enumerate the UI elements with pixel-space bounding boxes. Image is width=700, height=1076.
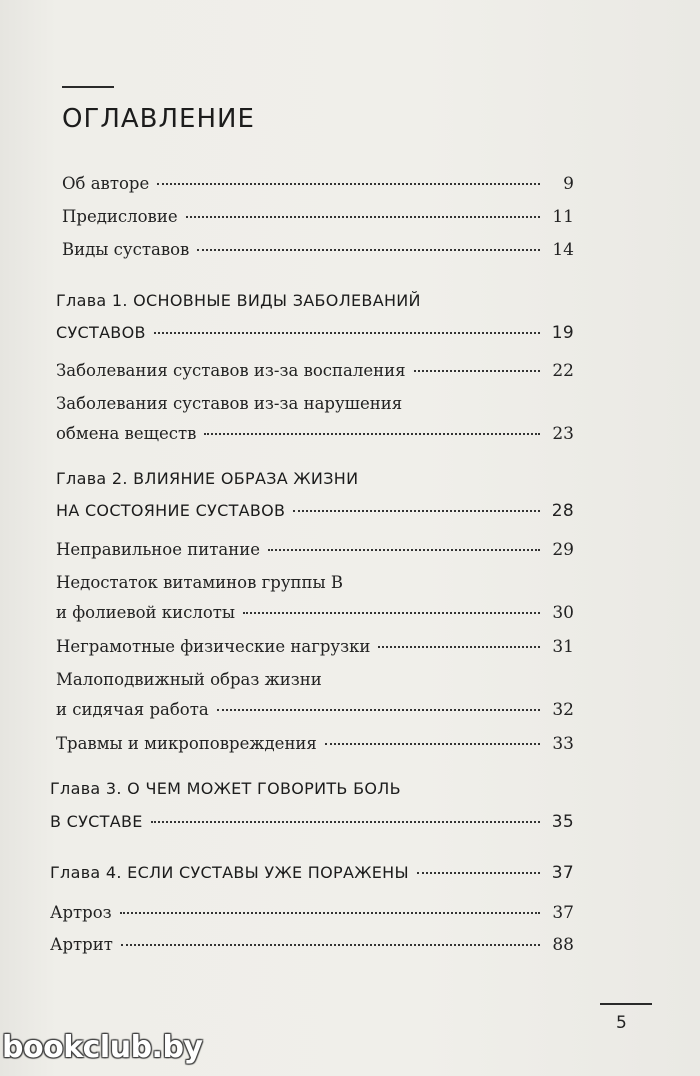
entry-page: 33 [552, 734, 574, 754]
entry-label: Неграмотные физические нагрузки [56, 637, 371, 656]
chapter1-title-line1 [56, 291, 421, 310]
toc-entry-chapter2 [56, 501, 574, 521]
entry-label: Неправильное питание [56, 540, 260, 559]
leader-dots [157, 182, 540, 185]
leader-dots [121, 943, 540, 946]
entry-page: 19 [551, 323, 574, 343]
toc-entry-arthritis [50, 935, 574, 955]
leader-dots [378, 645, 540, 648]
chapter1-title: Глава 1. ОСНОВНЫЕ ВИДЫ ЗАБОЛЕВАНИЙ [56, 291, 421, 310]
leader-dots [414, 369, 540, 372]
toc-entry-injuries [56, 734, 574, 754]
toc-entry-physical-load [56, 637, 574, 657]
entry-page: 22 [552, 361, 574, 381]
chapter3-title: Глава 3. О ЧЕМ МОЖЕТ ГОВОРИТЬ БОЛЬ [50, 779, 401, 798]
entry-page: 9 [563, 174, 574, 194]
entry-page: 37 [552, 903, 574, 923]
toc-entry-chapter3 [50, 812, 574, 832]
entry-label: и фолиевой кислоты [56, 603, 236, 622]
chapter2-title: Глава 2. ВЛИЯНИЕ ОБРАЗА ЖИЗНИ [56, 469, 359, 488]
leader-dots [197, 248, 540, 251]
entry-label: НА СОСТОЯНИЕ СУСТАВОВ [56, 501, 286, 520]
entry-label: Об авторе [62, 174, 150, 193]
chapter3-title-line1 [50, 779, 401, 798]
leader-dots [151, 820, 540, 823]
toc-entry-nutrition [56, 540, 574, 560]
entry-page: 23 [552, 424, 574, 444]
entry-label: Травмы и микроповреждения [56, 734, 317, 753]
entry-label: Артрит [50, 935, 113, 954]
toc-entry-sedentary-line1 [56, 670, 322, 689]
toc-entry-joint-types [62, 240, 574, 260]
toc-entry-inflammation [56, 361, 574, 381]
entry-page: 88 [552, 935, 574, 955]
toc-entry-chapter4 [50, 863, 574, 883]
entry-page: 29 [552, 540, 574, 560]
leader-dots [204, 432, 540, 435]
toc-entry-vitamins-line1 [56, 573, 343, 592]
entry-label: и сидячая работа [56, 700, 209, 719]
leader-dots [217, 708, 540, 711]
entry-label: Малоподвижный образ жизни [56, 670, 322, 689]
entry-label: СУСТАВОВ [56, 323, 146, 342]
toc-entry-arthrosis [50, 903, 574, 923]
entry-page: 14 [552, 240, 574, 260]
site-watermark: bookclub.by [2, 1030, 203, 1065]
leader-dots [268, 548, 540, 551]
entry-page: 11 [552, 207, 574, 227]
entry-label: Глава 4. ЕСЛИ СУСТАВЫ УЖЕ ПОРАЖЕНЫ [50, 863, 409, 882]
toc-entry-metabolism-line1 [56, 394, 402, 413]
page-number: 5 [616, 1013, 627, 1033]
toc-entry-chapter1 [56, 323, 574, 343]
leader-dots [417, 871, 540, 874]
leader-dots [186, 215, 540, 218]
entry-label: Заболевания суставов из-за нарушения [56, 394, 403, 413]
toc-entry-vitamins [56, 603, 574, 623]
entry-page: 37 [551, 863, 574, 883]
toc-entry-metabolism [56, 424, 574, 444]
leader-dots [243, 611, 540, 614]
bottom-rule [600, 1003, 652, 1005]
entry-page: 32 [552, 700, 574, 720]
entry-label: Предисловие [62, 207, 178, 226]
chapter2-title-line1 [56, 469, 358, 488]
entry-label: Заболевания суставов из-за воспаления [56, 361, 406, 380]
entry-page: 31 [552, 637, 574, 657]
entry-page: 30 [552, 603, 574, 623]
toc-entry-about-author [62, 174, 574, 194]
leader-dots [325, 742, 540, 745]
toc-entry-preface [62, 207, 574, 227]
entry-page: 35 [551, 812, 574, 832]
toc-title: ОГЛАВЛЕНИЕ [62, 104, 255, 134]
toc-entry-sedentary [56, 700, 574, 720]
entry-label: Артроз [50, 903, 112, 922]
leader-dots [120, 911, 540, 914]
entry-page: 28 [551, 501, 574, 521]
entry-label: В СУСТАВЕ [50, 812, 143, 831]
top-rule [62, 86, 114, 88]
leader-dots [154, 331, 540, 334]
entry-label: Недостаток витаминов группы В [56, 573, 344, 592]
entry-label: Виды суставов [62, 240, 190, 259]
leader-dots [293, 509, 540, 512]
entry-label: обмена веществ [56, 424, 197, 443]
